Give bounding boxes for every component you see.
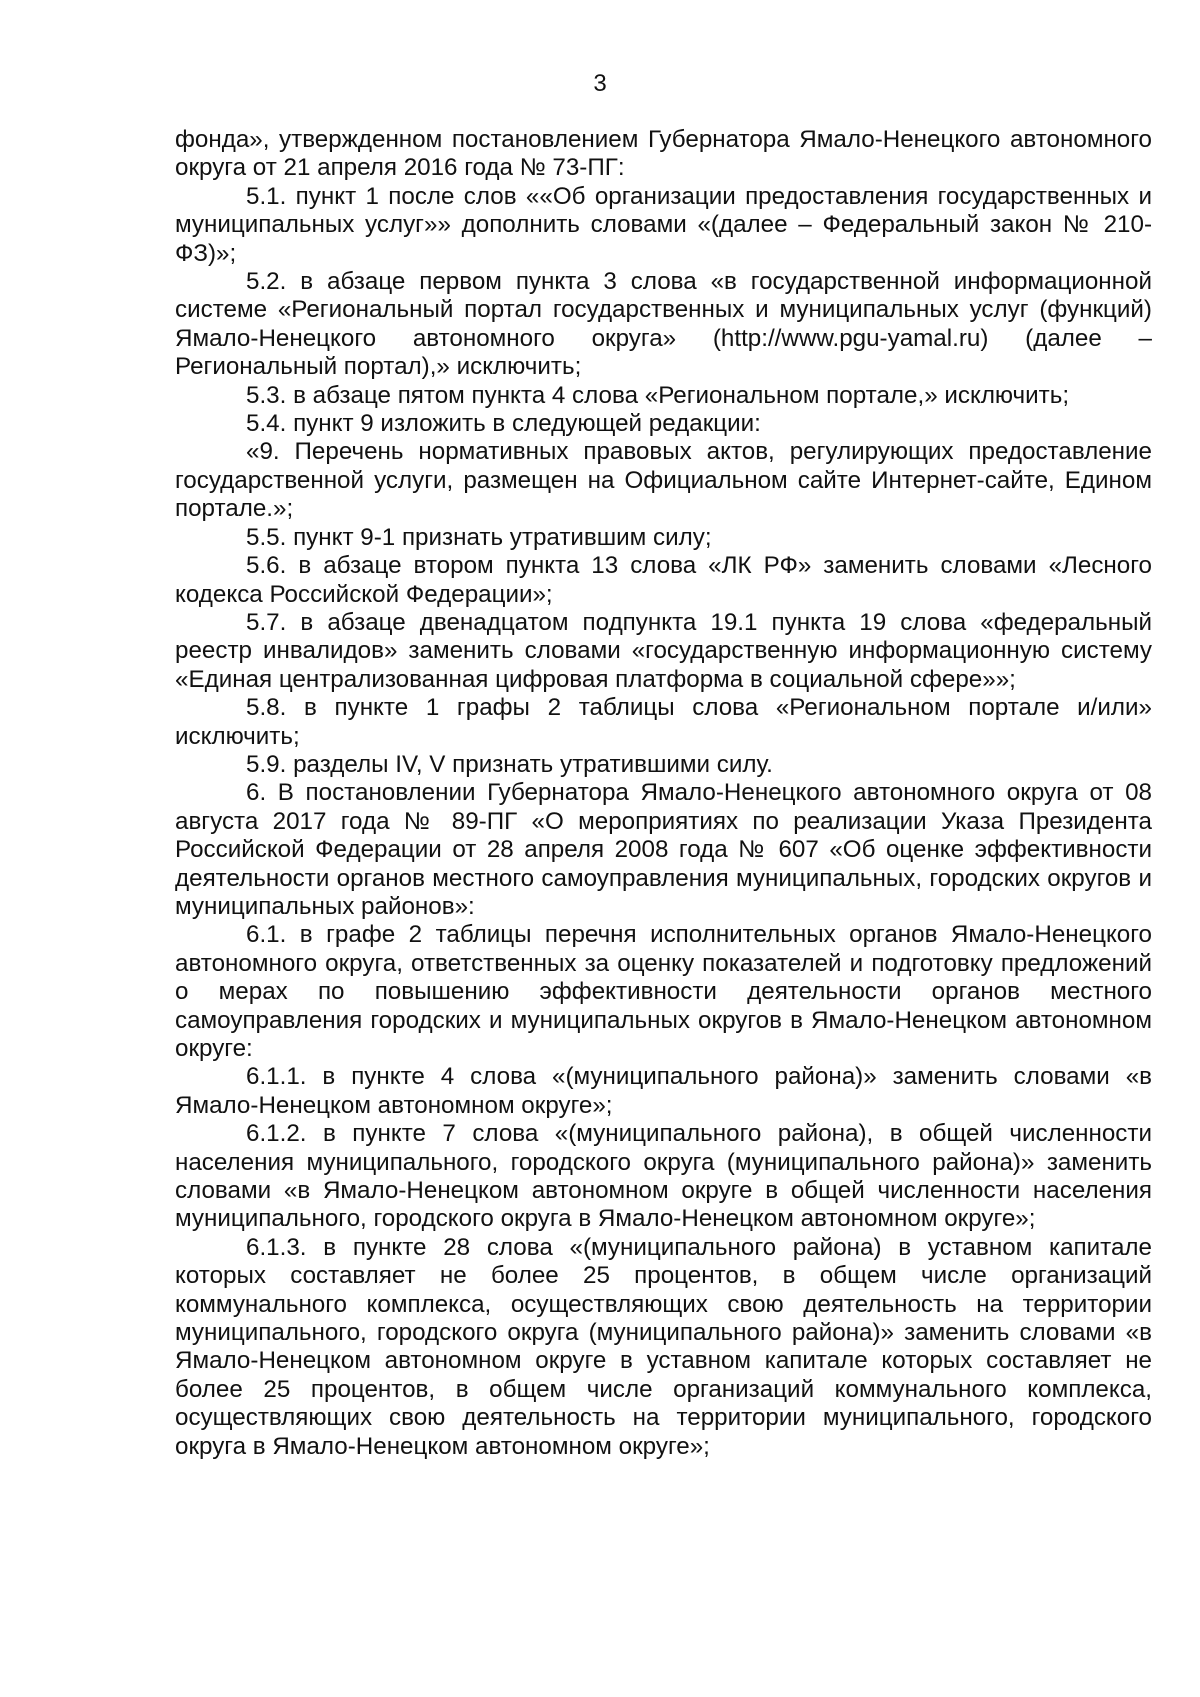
document-body — [175, 126, 1152, 1461]
paragraph: 5.3. в абзаце пятом пункта 4 слова «Региональном портале,» исключить; — [246, 381, 1070, 409]
paragraph: 6.1.1. в пункте 4 слова «(муниципального района)» заменить словами «в Ямало-Ненецком автономном округе»; — [175, 1063, 1152, 1119]
page-number: 3 — [593, 70, 607, 97]
paragraph: 5.7. в абзаце двенадцатом подпункта 19.1 пункта 19 слова «федеральный реестр инвалидов» заменить словами «государственную информационную систему «Единая централизованная цифровая платформа в социальной сфере»»; — [175, 608, 1152, 693]
paragraph: 5.8. в пункте 1 графы 2 таблицы слова «Региональном портале и/или» исключить; — [175, 694, 1152, 750]
paragraph: 5.1. пункт 1 после слов ««Об организации предоставления государственных и муниципальных услуг»» дополнить словами «(далее – Федеральный закон № 210-ФЗ)»; — [175, 182, 1152, 267]
paragraph: 6. В постановлении Губернатора Ямало-Ненецкого автономного округа от 08 августа 2017 года № 89-ПГ «О мероприятиях по реализации Указа Президента Российской Федерации от 28 апреля 2008 года № 607 «Об оценке эффективности деятельности органов местного самоуправления муниципальных, городских округов и муниципальных районов»: — [175, 779, 1152, 920]
paragraph: фонда», утвержденном постановлением Губернатора Ямало-Ненецкого автономного округа от 21 апреля 2016 года № 73-ПГ: — [175, 126, 1152, 182]
paragraph: 5.5. пункт 9-1 признать утратившим силу; — [246, 523, 712, 551]
paragraph: 5.2. в абзаце первом пункта 3 слова «в государственной информационной системе «Региональный портал государственных и муниципальных услуг (функций) Ямало-Ненецкого автономного округа» (http://www.pgu-yamal.ru) (далее – Региональный портал),» исключить; — [175, 268, 1152, 381]
paragraph: «9. Перечень нормативных правовых актов, регулирующих предоставление государственной услуги, размещен на Официальном сайте Интернет-сайте, Едином портале.»; — [175, 438, 1152, 523]
paragraph: 6.1.2. в пункте 7 слова «(муниципального района), в общей численности населения муниципального, городского округа (муниципального района)» заменить словами «в Ямало-Ненецком автономном округе в общей численности населения муниципального, городского округа в Ямало-Ненецком автономном округе»; — [175, 1120, 1152, 1233]
paragraph: 6.1. в графе 2 таблицы перечня исполнительных органов Ямало-Ненецкого автономного округа, ответственных за оценку показателей и подготовку предложений о мерах по повышению эффективности деятельности органов местного самоуправления городских и муниципальных округов в Ямало-Ненецком автономном округе: — [175, 921, 1152, 1062]
paragraph: 5.9. разделы IV, V признать утратившими силу. — [246, 750, 773, 778]
paragraph: 5.4. пункт 9 изложить в следующей редакции: — [246, 410, 761, 438]
paragraph: 5.6. в абзаце втором пункта 13 слова «ЛК РФ» заменить словами «Лесного кодекса Российской Федерации»; — [175, 552, 1152, 608]
paragraph: 6.1.3. в пункте 28 слова «(муниципального района) в уставном капитале которых составляет не более 25 процентов, в общем числе организаций коммунального комплекса, осуществляющих свою деятельность на территории муниципального, городского округа (муниципального района)» заменить словами «в Ямало-Ненецком автономном округе в уставном капитале которых составляет не более 25 процентов, в общем числе организаций коммунального комплекса, осуществляющих свою деятельность на территории муниципального, городского округа в Ямало-Ненецком автономном округе»; — [175, 1233, 1152, 1460]
